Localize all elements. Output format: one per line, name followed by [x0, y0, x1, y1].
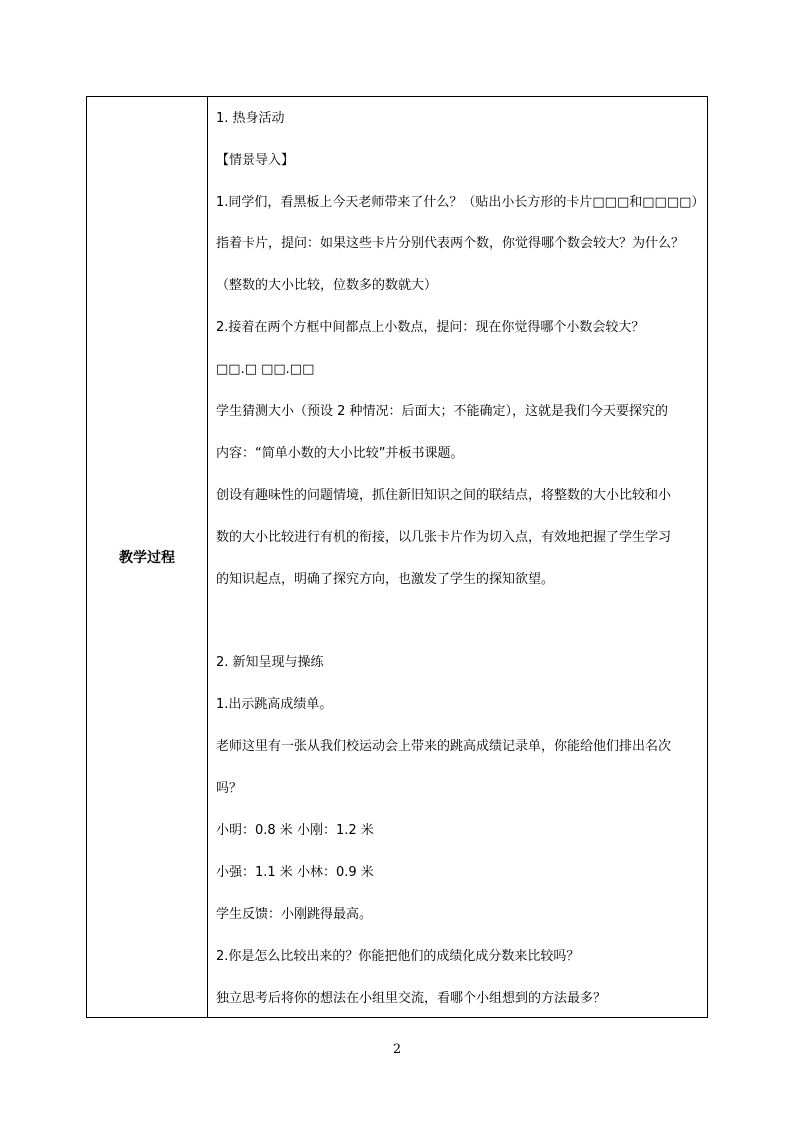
paragraph-line: 独立思考后将你的想法在小组里交流，看哪个小组想到的方法最多？ — [216, 991, 607, 1006]
paragraph-line: 1.出示跳高成绩单。 — [216, 697, 333, 712]
paragraph-line: （整数的大小比较，位数多的数就大） — [216, 278, 438, 293]
paragraph-line: 学生反馈：小刚跳得最高。 — [216, 907, 373, 922]
heading-warmup: 1. 热身活动 — [216, 111, 285, 126]
paragraph-line: 指着卡片，提问：如果这些卡片分别代表两个数，你觉得哪个数会较大？为什么？ — [216, 236, 685, 251]
paragraph-line: 吗？ — [216, 781, 243, 796]
paragraph-line: 的知识起点，明确了探究方向，也激发了学生的探知欲望。 — [216, 572, 555, 587]
paragraph-line: 小明：0.8 米 小刚：1.2 米 — [216, 823, 374, 838]
paragraph-line: 学生猜测大小（预设 2 种情况：后面大；不能确定），这就是我们今天要探究的 — [216, 404, 669, 419]
paragraph-line: 创设有趣味性的问题情境，抓住新旧知识之间的联结点，将整数的大小比较和小 — [216, 488, 672, 503]
paragraph-line: 2.接着在两个方框中间都点上小数点，提问：现在你觉得哪个小数会较大？ — [216, 320, 645, 335]
paragraph-line: □□.□ □□.□□ — [216, 362, 315, 377]
column-divider — [207, 97, 208, 1017]
paragraph-line: 数的大小比较进行有机的衔接，以几张卡片作为切入点，有效地把握了学生学习 — [216, 530, 672, 545]
section-label: 教学过程 — [119, 550, 175, 566]
paragraph-line: 老师这里有一张从我们校运动会上带来的跳高成绩记录单，你能给他们排出名次 — [216, 739, 672, 754]
page-number: 2 — [392, 1042, 402, 1057]
heading-new-knowledge: 2. 新知呈现与操练 — [216, 655, 324, 670]
lesson-table — [86, 96, 708, 1018]
paragraph-line: 2.你是怎么比较出来的？你能把他们的成绩化成分数来比较吗？ — [216, 949, 580, 964]
paragraph-line: 小强：1.1 米 小林：0.9 米 — [216, 865, 374, 880]
heading-scenario: 【情景导入】 — [216, 153, 295, 168]
paragraph-line: 1.同学们，看黑板上今天老师带来了什么？（贴出小长方形的卡片□□□和□□□□） — [216, 195, 705, 210]
lesson-content — [216, 97, 705, 1017]
paragraph-line: 内容：“简单小数的大小比较”并板书课题。 — [216, 446, 464, 461]
